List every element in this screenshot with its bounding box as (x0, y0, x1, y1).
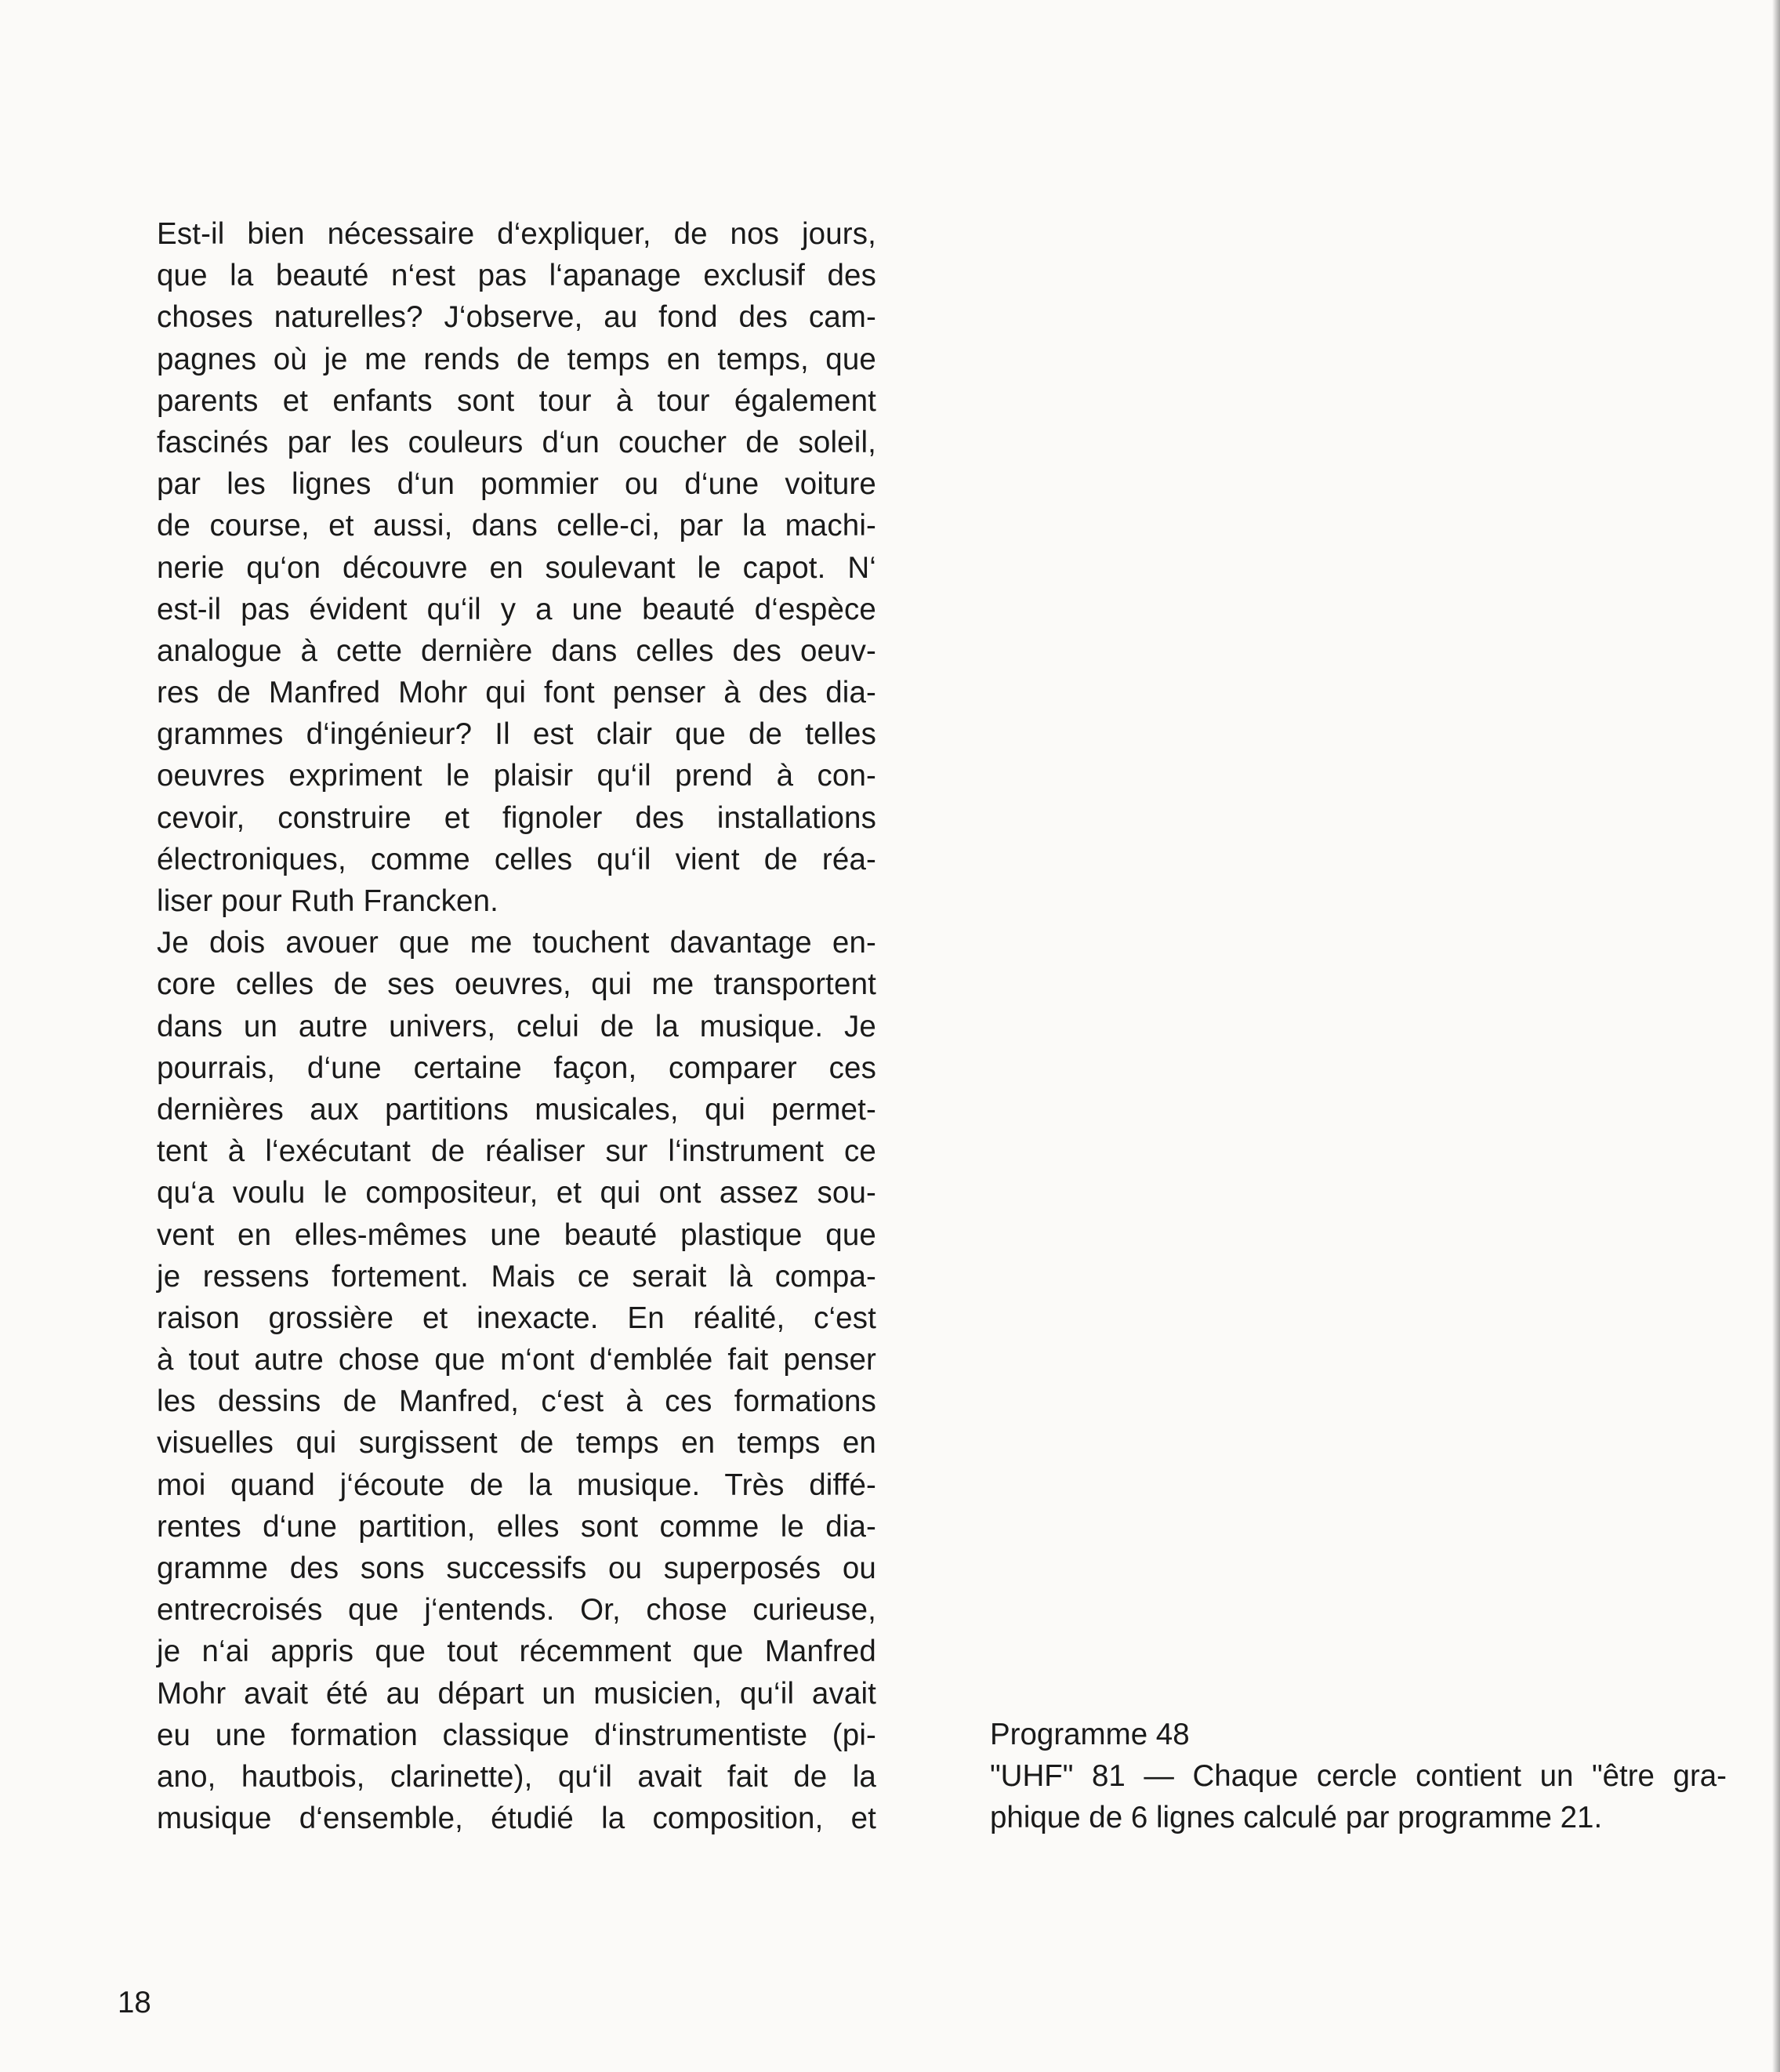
text-line: Est-il bien nécessaire d‘expliquer, de nos jours, (157, 217, 876, 251)
page-number: 18 (118, 1986, 151, 2019)
text-line: dernières aux partitions musicales, qui permet- (157, 1092, 876, 1127)
text-line: cevoir, construire et fignoler des installations (157, 800, 876, 835)
text-line: de course, et aussi, dans celle-ci, par la machi- (157, 509, 876, 543)
text-line: qu‘a voulu le compositeur, et qui ont assez sou- (157, 1176, 876, 1210)
text-line: dans un autre univers, celui de la musique. Je (157, 1009, 876, 1043)
text-line: res de Manfred Mohr qui font penser à des dia- (157, 676, 876, 710)
text-line: raison grossière et inexacte. En réalité, c‘est (157, 1301, 876, 1335)
text-line: moi quand j‘écoute de la musique. Très diffé- (157, 1468, 876, 1502)
text-line: est-il pas évident qu‘il y a une beauté d‘espèce (157, 592, 876, 626)
text-line: fascinés par les couleurs d‘un coucher de soleil, (157, 425, 876, 459)
figure-caption (990, 1714, 1727, 1839)
text-line: parents et enfants sont tour à tour également (157, 383, 876, 418)
page-edge-shadow (1772, 0, 1780, 2072)
text-line: tent à l‘exécutant de réaliser sur l‘instrument ce (157, 1134, 876, 1169)
text-line: que la beauté n‘est pas l‘apanage exclusif des (157, 259, 876, 293)
text-line: ano, hautbois, clarinette), qu‘il avait fait de la (157, 1759, 876, 1794)
main-text-column (157, 213, 876, 1839)
caption-title: Programme 48 (990, 1718, 1190, 1751)
text-line: gramme des sons successifs ou superposés ou (157, 1551, 876, 1585)
caption-line: phique de 6 lignes calculé par programme 21. (990, 1801, 1603, 1835)
text-line: par les lignes d‘un pommier ou d‘une voiture (157, 467, 876, 502)
text-line: visuelles qui surgissent de temps en temps en (157, 1426, 876, 1461)
caption-line: "UHF" 81 — Chaque cercle contient un "être gra- (990, 1759, 1727, 1794)
text-line: je ressens fortement. Mais ce serait là compa- (157, 1259, 876, 1294)
text-line: rentes d‘une partition, elles sont comme le dia- (157, 1509, 876, 1544)
text-line: Je dois avouer que me touchent davantage en- (157, 926, 876, 960)
paragraph-2 (157, 922, 876, 1839)
text-line: analogue à cette dernière dans celles des oeuv- (157, 633, 876, 668)
text-line: pourrais, d‘une certaine façon, comparer ces (157, 1051, 876, 1085)
text-line: entrecroisés que j‘entends. Or, chose curieuse, (157, 1593, 876, 1627)
text-line: nerie qu‘on découvre en soulevant le capot. N‘ (157, 550, 876, 585)
text-line: oeuvres expriment le plaisir qu‘il prend à con- (157, 759, 876, 793)
text-line: grammes d‘ingénieur? Il est clair que de telles (157, 717, 876, 752)
text-line: Mohr avait été au départ un musicien, qu‘il avait (157, 1676, 876, 1711)
text-line: électroniques, comme celles qu‘il vient de réa- (157, 842, 876, 876)
paragraph-1 (157, 213, 876, 922)
text-line: les dessins de Manfred, c‘est à ces formations (157, 1384, 876, 1419)
text-line: core celles de ses oeuvres, qui me transportent (157, 967, 876, 1002)
text-line: eu une formation classique d‘instrumentiste (pi- (157, 1718, 876, 1752)
text-line: pagnes où je me rends de temps en temps, que (157, 342, 876, 376)
text-line: liser pour Ruth Francken. (157, 884, 498, 918)
text-line: musique d‘ensemble, étudié la composition, et (157, 1802, 876, 1836)
text-line: à tout autre chose que m‘ont d‘emblée fait penser (157, 1343, 876, 1377)
text-line: vent en elles-mêmes une beauté plastique que (157, 1217, 876, 1252)
text-line: je n‘ai appris que tout récemment que Manfred (157, 1635, 876, 1669)
text-line: choses naturelles? J‘observe, au fond des cam- (157, 300, 876, 335)
